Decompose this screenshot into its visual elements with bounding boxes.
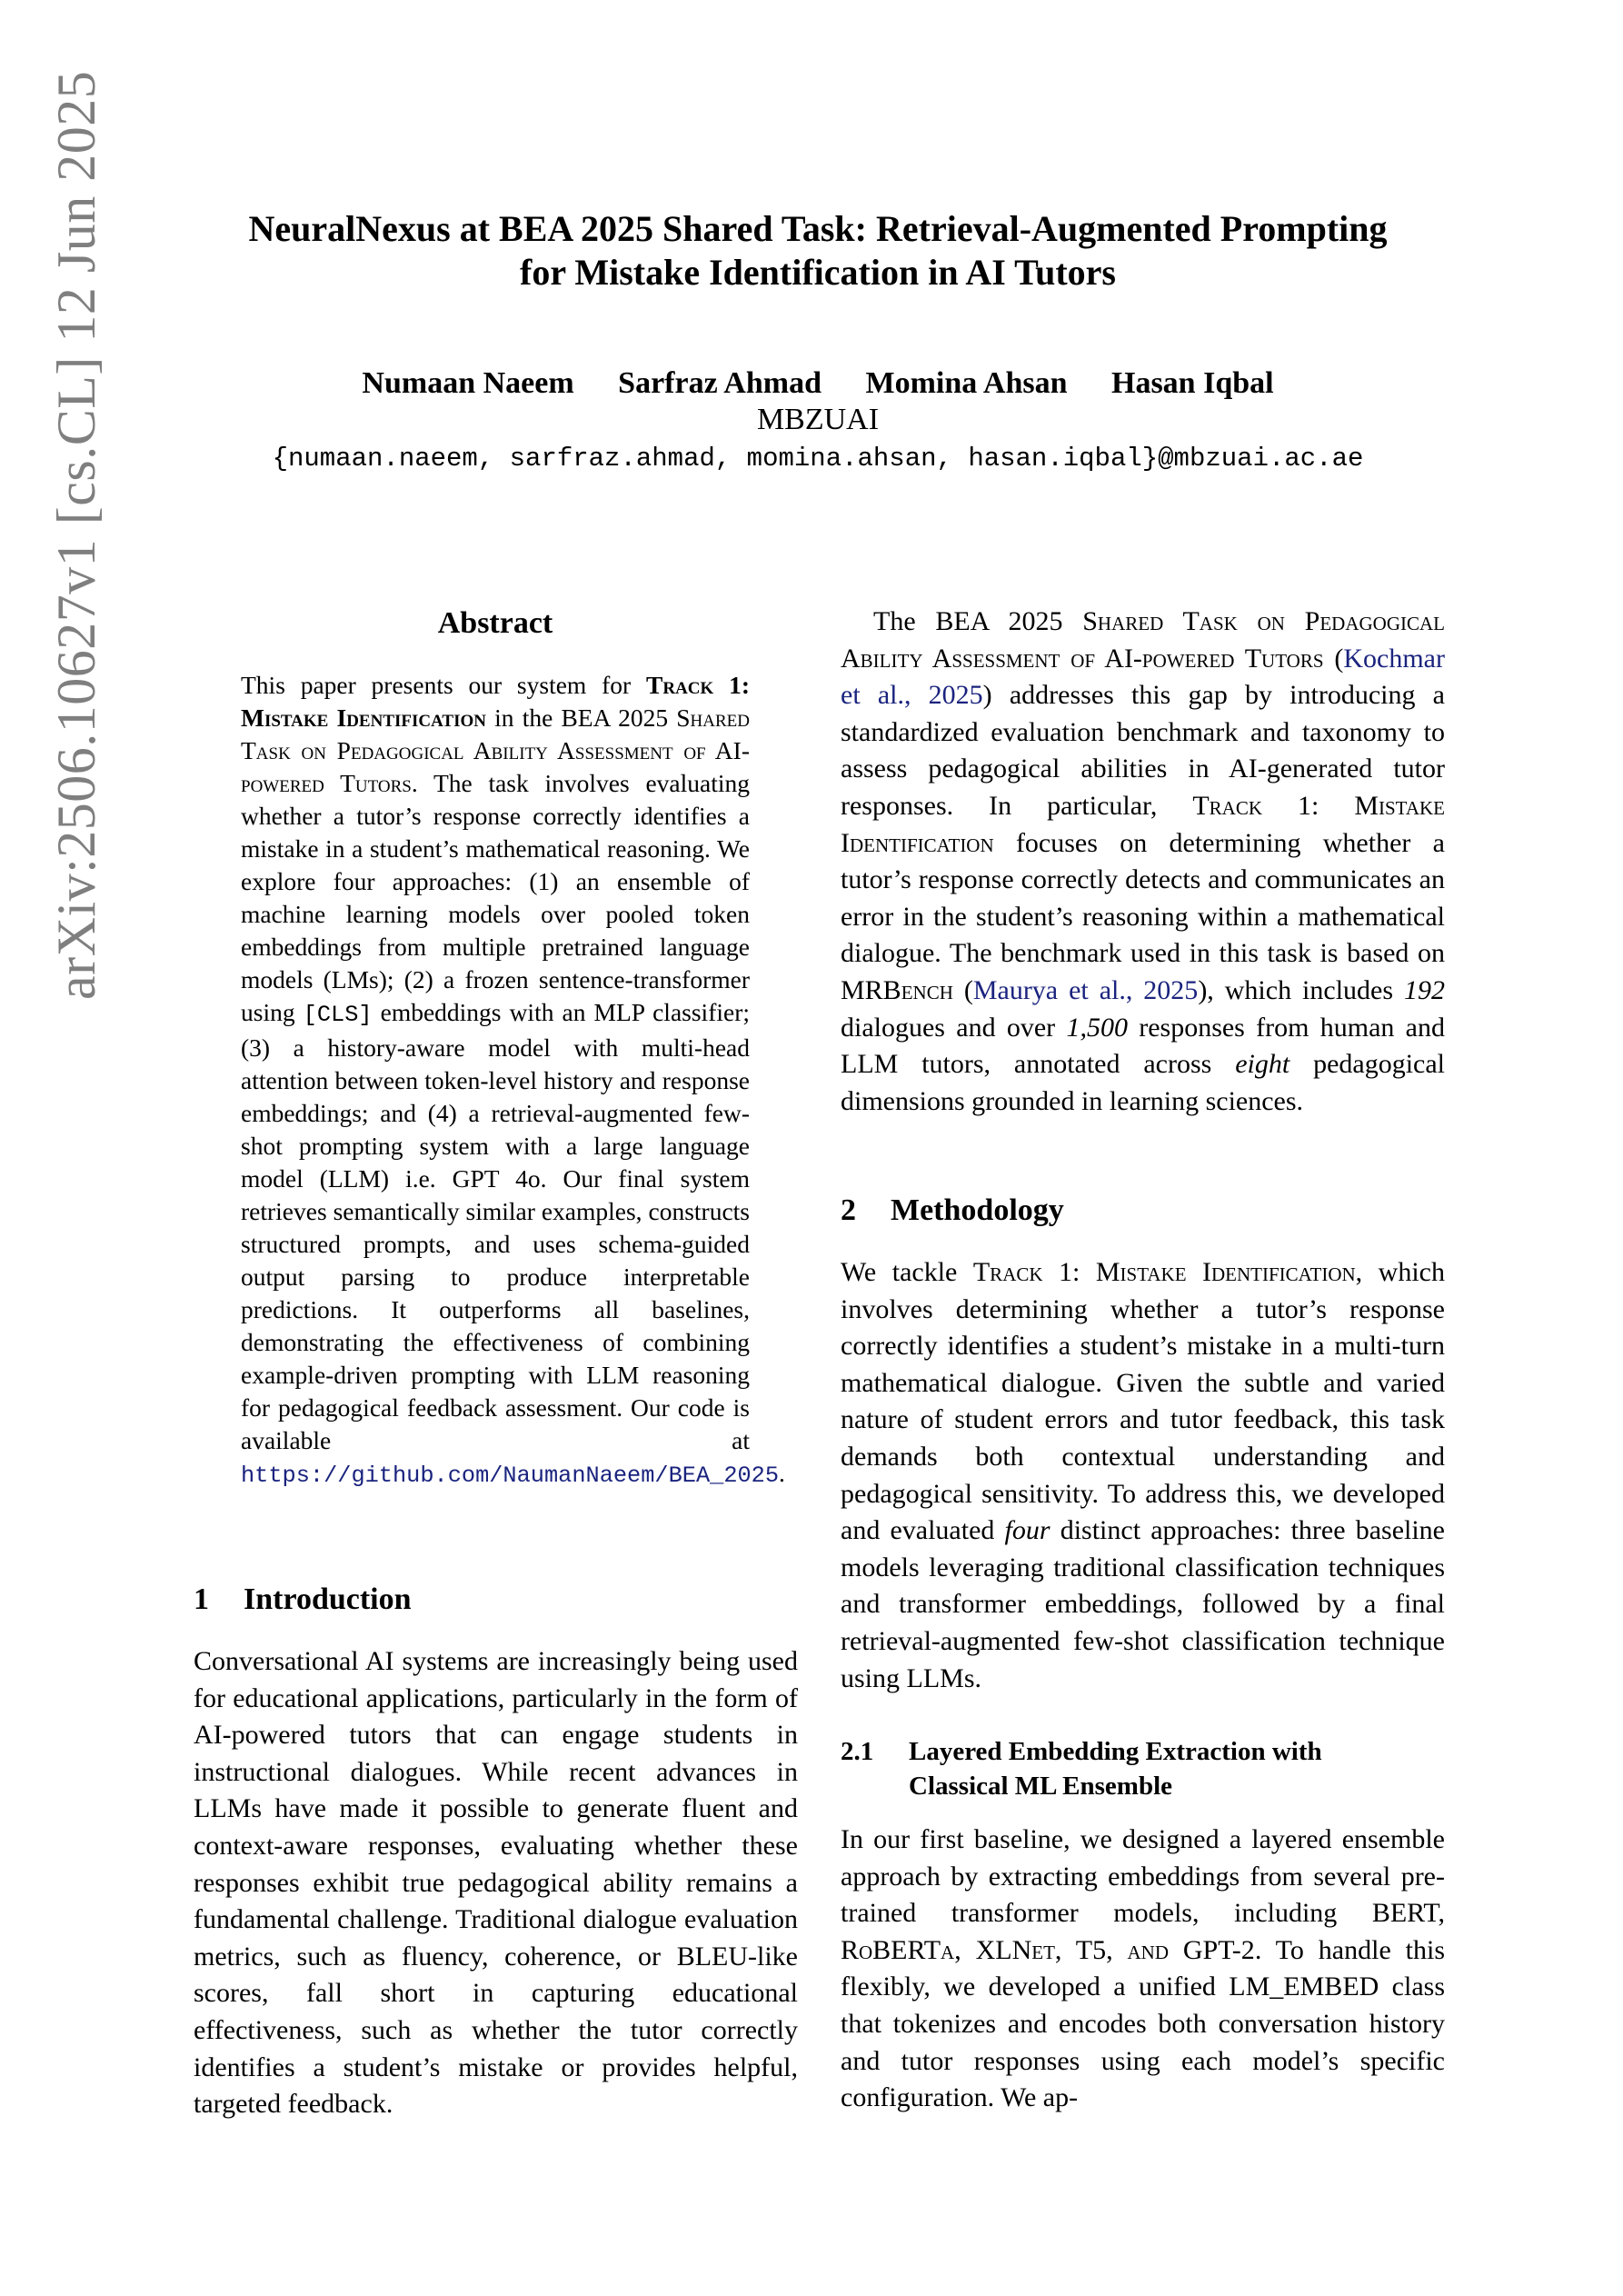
introduction-paragraph: Conversational AI systems are increasingly being used for educational applications, particularly in the form of AI-powered tutors that can engage students in instructional dialogues. While recent advances in LLMs have made it possible to generate fluent and context-aware responses, evaluating whether these responses exhibit true pedagogical ability remains a fundamental challenge. Traditional dialogue evaluation metrics, such as fluency, coherence, or BLEU-like scores, fall short in capturing educational effectiveness, such as whether the tutor correctly identifies a student’s mistake or provides helpful, targeted feedback. xyxy=(194,1646,798,2120)
subsection-heading-2-1: 2.1 Layered Embedding Extraction with Classical ML Ensemble xyxy=(841,1737,1322,1801)
title-line-2: for Mistake Identification in AI Tutors xyxy=(520,252,1116,293)
section-heading-methodology: 2 Methodology xyxy=(841,1193,1064,1227)
author-name: Sarfraz Ahmad xyxy=(618,366,821,400)
author-emails: {numaan.naeem, sarfraz.ahmad, momina.ahsan, hasan.iqbal}@mbzuai.ac.ae xyxy=(272,444,1364,474)
track-name: Track 1: Mistake Identification xyxy=(241,671,750,732)
citation[interactable]: Kochmar et al., 2025 xyxy=(841,643,1445,711)
abstract-heading: Abstract xyxy=(437,606,553,640)
methodology-paragraph: We tackle Track 1: Mistake Identification, which involves determining whether a tutor’s response correctly identifies a student’s mistake in a multi-turn mathematical dialogue. Given the subtle and varied nature of student errors and tutor feedback, this task demands both contextual understanding and pedagogical sensitivity. To address this, we developed and evaluated four distinct approaches: three baseline models leveraging traditional classification techniques and transformer embeddings, followed by a final retrieval-augmented few-shot classification technique using LLMs. xyxy=(841,1257,1445,1693)
section-heading-introduction: 1 Introduction xyxy=(194,1582,412,1616)
title-line-1: NeuralNexus at BEA 2025 Shared Task: Retrieval-Augmented Prompting xyxy=(248,208,1388,249)
abstract-body: This paper presents our system for Track 1: Mistake Identification in the BEA 2025 Shared Task on Pedagogical Ability Assessment of AI-powered Tutors. The task involves evaluating whether a tutor’s response correctly identifies a mistake in a student’s mathematical reasoning. We explore four approaches: (1) an ensemble of machine learning models over pooled token embeddings from multiple pretrained language models (LMs); (2) a frozen sentence-transformer using [CLS] embeddings with an MLP classifier; (3) a history-aware model with multi-head attention between token-level history and response embeddings; and (4) a retrieval-augmented few-shot prompting system with a large language model (LLM) i.e. GPT 4o. Our final system retrieves semantically similar examples, constructs structured prompts, and uses schema-guided output parsing to produce interpretable predictions. It outperforms all baselines, demonstrating the effectiveness of combining example-driven prompting with LLM reasoning for pedagogical feedback assessment. Our code is available at https://github.com/NaumanNaeem/BEA_2025. xyxy=(241,671,785,1489)
right-column-paragraph: The BEA 2025 Shared Task on Pedagogical Ability Assessment of AI-powered Tutors (Kochmar et al., 2025) addresses this gap by introducing a standardized evaluation benchmark and taxonomy to assess pedagogical abilities in AI-generated tutor responses. In particular, Track 1: Mistake Identification focuses on determining whether a tutor’s response correctly detects and communicates an error in the student’s reasoning within a mathematical dialogue. The benchmark used in this task is based on MRBench (Maurya et al., 2025), which includes 192 dialogues and over 1,500 responses from human and LLM tutors, annotated across eight pedagogical dimensions grounded in learning sciences. xyxy=(841,606,1445,1116)
author-list xyxy=(164,365,1472,402)
code-repository-link[interactable]: https://github.com/NaumanNaeem/BEA_2025 xyxy=(241,1462,780,1489)
citation[interactable]: Maurya et al., 2025 xyxy=(972,974,1199,1005)
arxiv-identifier-stamp: arXiv:2506.10627v1 [cs.CL] 12 Jun 2025 xyxy=(46,70,106,1000)
affiliation: MBZUAI xyxy=(756,403,880,436)
author-name: Hasan Iqbal xyxy=(1111,366,1274,400)
author-name: Momina Ahsan xyxy=(865,366,1068,400)
subsection-2-1-paragraph: In our first baseline, we designed a layered ensemble approach by extracting embeddings from several pre-trained transformer models, including BERT, RoBERTa, XLNet, T5, and GPT-2. To handle this flexibly, we developed a unified LM_EMBED class that tokenizes and encodes both conversation history and tutor responses using each model’s specific configuration. We ap- xyxy=(841,1824,1446,2113)
shared-task-name: Shared Task on Pedagogical Ability Assessment of AI-powered Tutors xyxy=(241,704,750,797)
author-name: Numaan Naeem xyxy=(362,366,574,400)
paper-title xyxy=(164,207,1472,294)
